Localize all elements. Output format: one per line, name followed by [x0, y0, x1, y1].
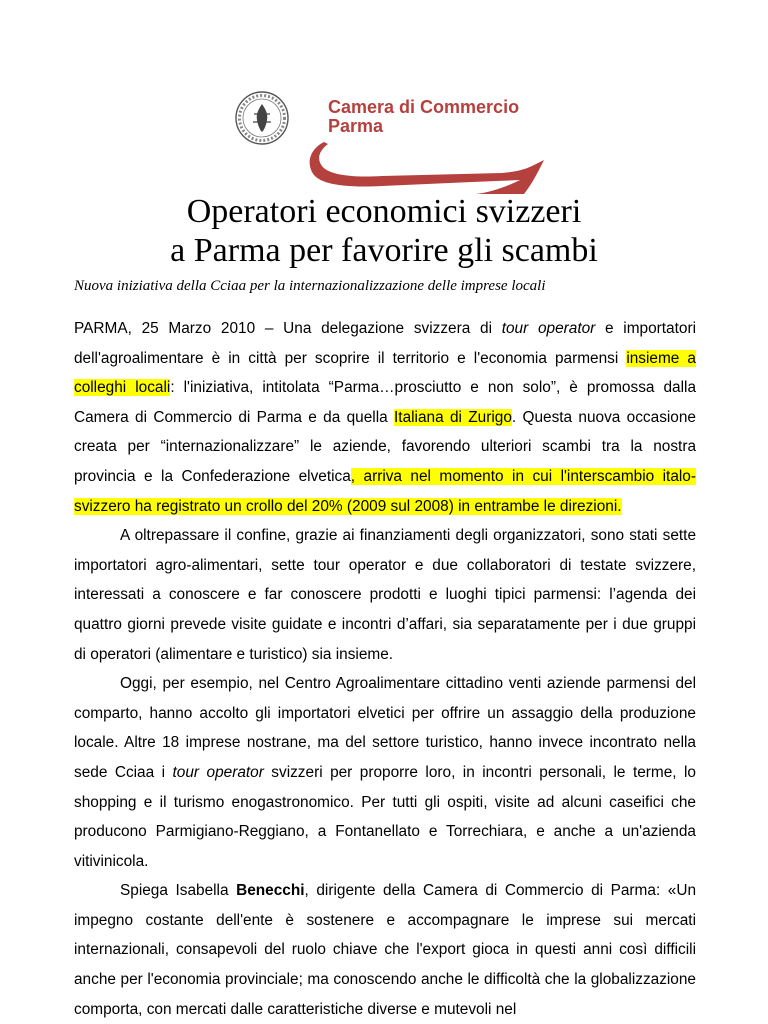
chamber-name	[328, 98, 519, 136]
text-run-italic: tour operator	[172, 763, 264, 781]
chamber-seal-icon	[236, 92, 288, 144]
paragraph-2: A oltrepassare il confine, grazie ai finanziamenti degli organizzatori, sono stati sette importatori agro-alimentari, sette tour operator e due collaboratori di testate svizzere, interessati a conoscere e far conoscere prodotti e luoghi tipici parmensi: l’agenda dei quattro giorni prevede visite guidate e incontri d’affari, sia separatamente per i due gruppi di operatori (alimentare e turistico) sia insieme.	[74, 527, 696, 663]
chamber-name-line1: Camera di Commercio	[328, 97, 520, 117]
logo-swoosh	[310, 142, 544, 194]
paragraph-1	[74, 314, 696, 521]
highlighted-text: insieme a colleghi locali	[74, 349, 696, 397]
text-run: svizzeri per proporre loro, in incontri personali, le terme, lo shopping e il turismo enogastronomico. Per tutti gli ospiti, visite ad alcuni caseifici che producono Parmigiano-Reggiano, a Fontanellato e Torrechiara, e anche a un'azienda vitivinicola.	[74, 763, 696, 870]
article-body	[74, 314, 696, 1024]
text-run: Oggi, per esempio, nel Centro Agroalimentare cittadino venti aziende parmensi del comparto, hanno accolto gli importatori elvetici per offrire un assaggio della produzione locale. Altre 18 imprese nostrane, ma del settore turistico, hanno invece incontrato nella sede Cciaa i	[74, 675, 696, 781]
paragraph-3	[74, 669, 696, 876]
text-run: : l'iniziativa, intitolata “Parma…prosciutto e non solo”, è promossa dalla Camera di Commercio di Parma e da quella	[74, 379, 696, 426]
text-run-italic: tour operator	[501, 320, 596, 337]
article-title	[0, 192, 768, 270]
highlighted-text: Italiana di Zurigo	[394, 408, 512, 426]
text-run: . Questa nuova occasione creata per “internazionalizzare” le aziende, favorendo ulteriori scambi tra la nostra provincia e la Confederazione elvetica	[74, 408, 696, 485]
text-run-bold: Benecchi	[236, 882, 305, 900]
article-title-line1: Operatori economici svizzeri	[186, 193, 582, 230]
chamber-name-line2: Parma	[328, 116, 384, 136]
article-title-line2: a Parma per favorire gli scambi	[170, 232, 598, 269]
text-run: , dirigente della Camera di Commercio di Parma: «Un impegno costante dell'ente è sostenere e accompagnare le imprese sui mercati internazionali, consapevoli del ruolo chiave che l'export gioca in questi anni così difficili anche per l'economia provinciale; ma conoscendo anche le difficoltà che la globalizzazione comporta, con mercati dalle caratteristiche diverse e mutevoli nel	[74, 882, 697, 1018]
highlighted-text: , arriva nel momento in cui l'interscambio italo-svizzero ha registrato un crollo del 20% (2009 sul 2008) in entrambe le direzioni.	[74, 467, 696, 515]
text-run: Spiega Isabella	[120, 882, 237, 900]
paragraph-4	[74, 876, 696, 1024]
article-subtitle: Nuova iniziativa della Cciaa per la internazionalizzazione delle imprese locali	[74, 278, 546, 294]
text-run: e importatori dell'agroalimentare è in città per scoprire il territorio e l'economia parmensi	[74, 320, 697, 367]
text-run: PARMA, 25 Marzo 2010 – Una delegazione svizzera di	[74, 320, 502, 337]
